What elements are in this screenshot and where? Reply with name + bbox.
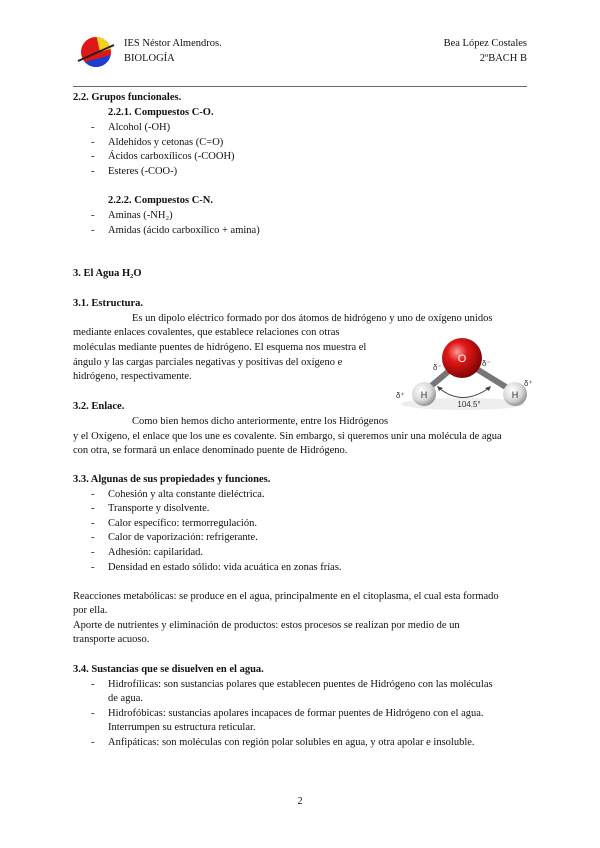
list-dash: - bbox=[91, 562, 95, 573]
list-dash: - bbox=[91, 137, 95, 148]
paragraph-nutrients: Aporte de nutrientes y eliminación de productos: estos procesos se realizan por medio de un bbox=[73, 620, 460, 631]
section-3-1-title: 3.1. Estructura. bbox=[73, 298, 143, 309]
list-dash: - bbox=[91, 503, 95, 514]
list-dash: - bbox=[91, 225, 95, 236]
list-dash: - bbox=[91, 532, 95, 543]
list-dash: - bbox=[91, 708, 95, 719]
list-dash: - bbox=[91, 210, 95, 221]
hydrogen-label-left: H bbox=[420, 390, 428, 400]
header-author: Bea López Costales bbox=[443, 38, 527, 49]
list-dash: - bbox=[91, 151, 95, 162]
hydrogen-label-right: H bbox=[511, 390, 519, 400]
list-dash: - bbox=[91, 122, 95, 133]
list-dash: - bbox=[91, 489, 95, 500]
list-dash: - bbox=[91, 737, 95, 748]
delta-plus-right: δ⁺ bbox=[524, 379, 533, 388]
section-3-1-text: hidrógeno, respectivamente. bbox=[73, 371, 192, 382]
header-divider bbox=[73, 86, 527, 87]
section-3-4-title: 3.4. Sustancias que se disuelven en el agua. bbox=[73, 664, 264, 675]
paragraph-metabolic: por ella. bbox=[73, 605, 108, 616]
section-2-2-2-title: 2.2.2. Compuestos C-N. bbox=[108, 195, 213, 206]
section-2-2-title: 2.2. Grupos funcionales. bbox=[73, 92, 182, 103]
section-3-3-title: 3.3. Algunas de sus propiedades y funciones. bbox=[73, 474, 271, 485]
section-3-1-text: mediante enlaces covalentes, que establece relaciones con otras bbox=[73, 327, 340, 338]
section-3-2-title: 3.2. Enlace. bbox=[73, 401, 125, 412]
header-institution: IES Néstor Almendros. bbox=[124, 38, 222, 49]
section-3-2-text: con otra, se formará un enlace denominado puente de Hidrógeno. bbox=[73, 445, 348, 456]
header-course: 2ºBACH B bbox=[479, 53, 527, 64]
section-3-1-text: Es un dipolo eléctrico formado por dos átomos de hidrógeno y uno de oxígeno unidos bbox=[132, 313, 493, 324]
paragraph-metabolic: Reacciones metabólicas: se produce en el agua, principalmente en el citoplasma, el cual esta formado bbox=[73, 591, 499, 602]
header-subject: BIOLOGÍA bbox=[124, 53, 175, 64]
paragraph-nutrients: transporte acuoso. bbox=[73, 634, 150, 645]
section-2-2-1-title: 2.2.1. Compuestos C-O. bbox=[108, 107, 214, 118]
oxygen-label: O bbox=[457, 353, 467, 365]
delta-minus-right: δ⁻ bbox=[482, 359, 491, 368]
section-3-1-text: ángulo y las cargas parciales negativas y positivas del oxígeno e bbox=[73, 357, 343, 368]
section-3-title: 3. El Agua H₂O bbox=[73, 268, 142, 279]
list-dash: - bbox=[91, 679, 95, 690]
section-3-2-text: Como bien hemos dicho anteriormente, entre los Hidrógenos bbox=[132, 416, 389, 427]
school-logo-icon bbox=[78, 34, 114, 70]
list-dash: - bbox=[91, 547, 95, 558]
list-dash: - bbox=[91, 518, 95, 529]
delta-plus-left: δ⁺ bbox=[396, 391, 405, 400]
list-dash: - bbox=[91, 166, 95, 177]
bond-angle-label: 104.5° bbox=[457, 400, 481, 409]
delta-minus-left: δ⁻ bbox=[433, 363, 442, 372]
section-3-1-text: moléculas mediante puentes de hidrógeno. El esquema nos muestra el bbox=[73, 342, 367, 353]
section-3-2-text: y el Oxígeno, el enlace que los une es covalente. Sin embargo, si queremos unir una molécula de agua bbox=[73, 431, 502, 442]
page-number: 2 bbox=[297, 796, 303, 807]
